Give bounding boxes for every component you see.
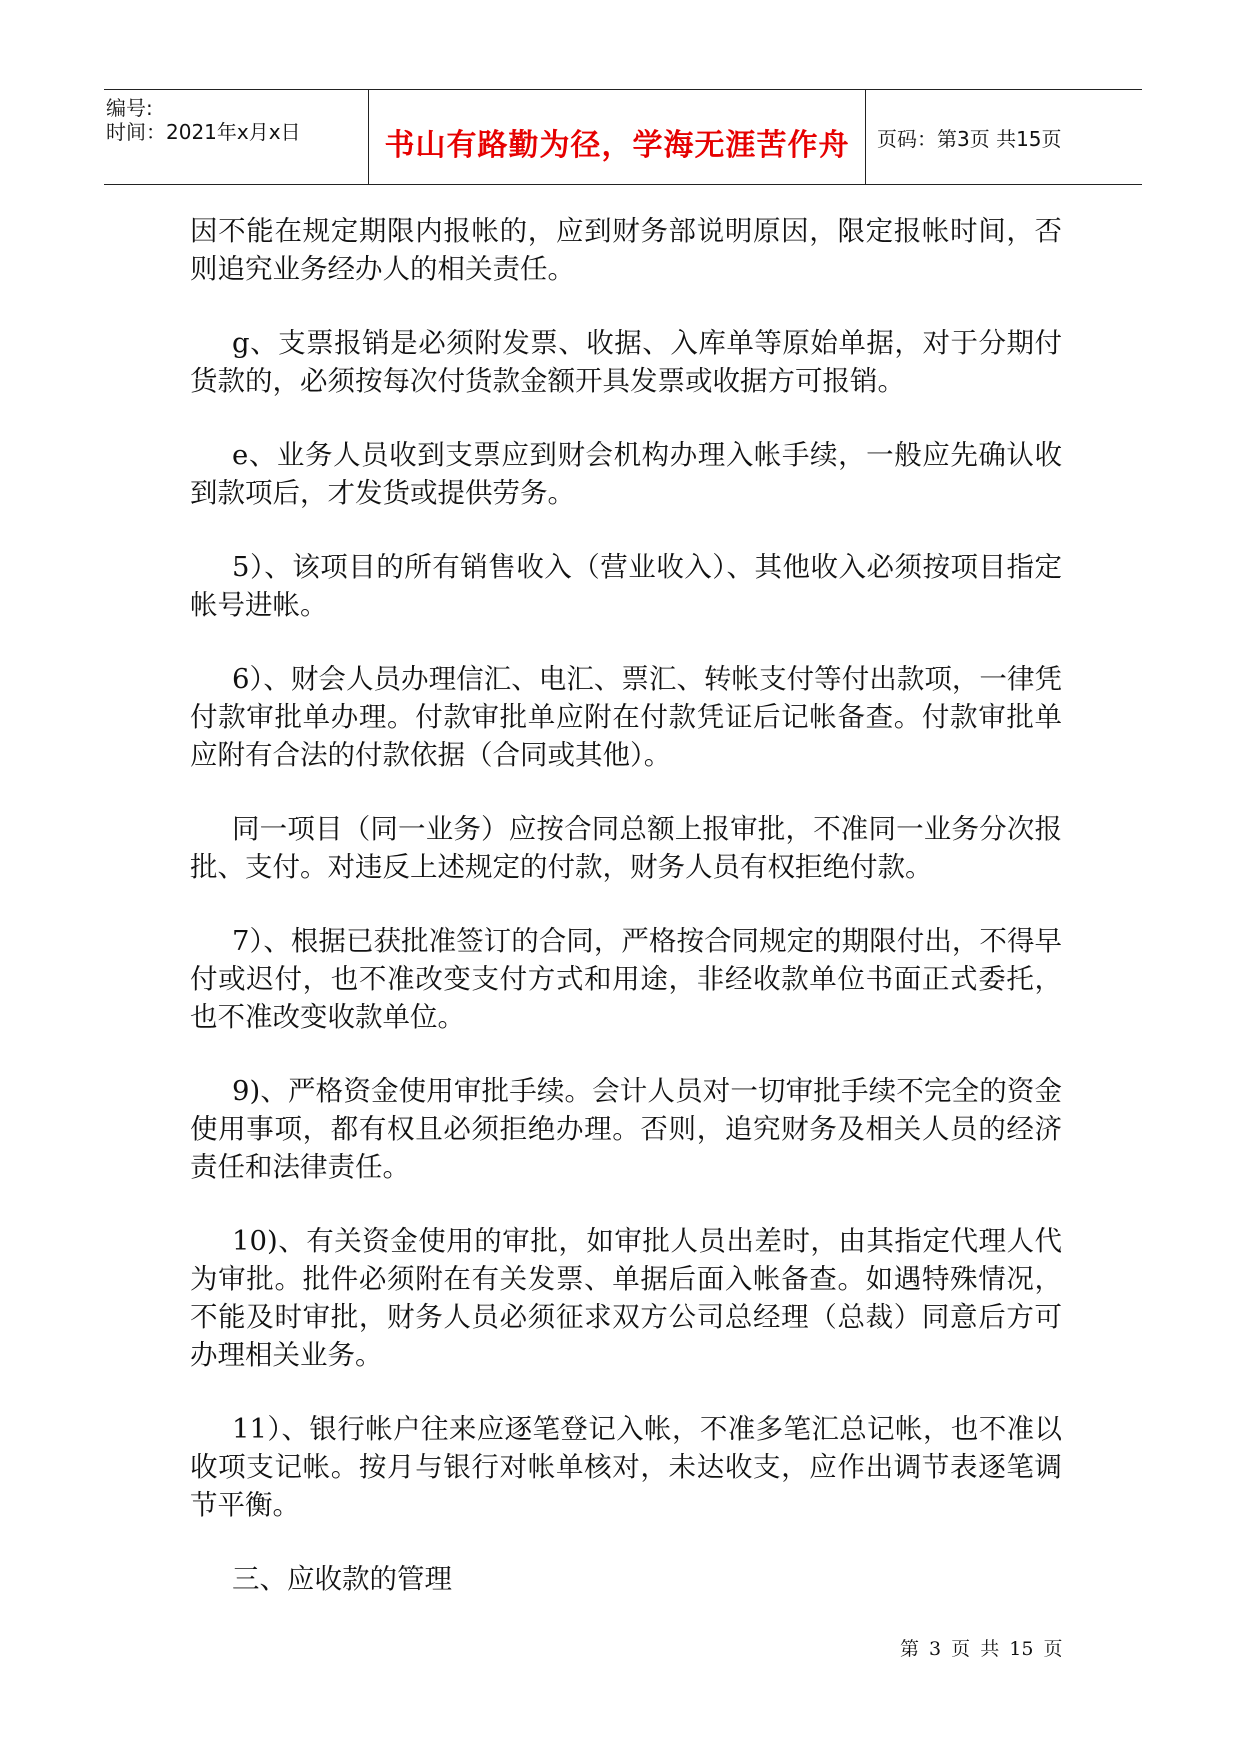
paragraph: g、支票报销是必须附发票、收据、入库单等原始单据，对于分期付货款的，必须按每次付货款金额开具发票或收据方可报销。 xyxy=(190,327,1062,397)
document-body xyxy=(190,212,1062,1634)
paragraph: 同一项目（同一业务）应按合同总额上报审批，不准同一业务分次报批、支付。对违反上述规定的付款，财务人员有权拒绝付款。 xyxy=(190,813,1062,883)
paragraph: 6）、财会人员办理信汇、电汇、票汇、转帐支付等付出款项，一律凭付款审批单办理。付款审批单应附在付款凭证后记帐备查。付款审批单应附有合法的付款依据（合同或其他）。 xyxy=(190,663,1062,771)
paragraph: 11）、银行帐户往来应逐笔登记入帐，不准多笔汇总记帐，也不准以收项支记帐。按月与银行对帐单核对，未达收支，应作出调节表逐笔调节平衡。 xyxy=(190,1413,1062,1521)
page-header xyxy=(104,89,1142,185)
section-heading: 三、应收款的管理 xyxy=(232,1563,452,1595)
header-page-info: 页码：第3页 共15页 xyxy=(877,127,1062,151)
header-motto: 书山有路勤为径，学海无涯苦作舟 xyxy=(384,128,850,163)
header-right-cell xyxy=(865,90,1142,184)
paragraph: 7）、根据已获批准签订的合同，严格按合同规定的期限付出，不得早付或迟付，也不准改变支付方式和用途，非经收款单位书面正式委托，也不准改变收款单位。 xyxy=(190,925,1062,1033)
paragraph: 因不能在规定期限内报帐的，应到财务部说明原因，限定报帐时间，否则追究业务经办人的相关责任。 xyxy=(190,215,1062,285)
header-motto-cell xyxy=(368,90,866,184)
paragraph: 9)、严格资金使用审批手续。会计人员对一切审批手续不完全的资金使用事项，都有权且必须拒绝办理。否则，追究财务及相关人员的经济责任和法律责任。 xyxy=(190,1075,1062,1183)
page-footer: 第 3 页 共 15 页 xyxy=(900,1638,1063,1660)
paragraph: 5）、该项目的所有销售收入（营业收入）、其他收入必须按项目指定帐号进帐。 xyxy=(190,551,1062,621)
header-left-cell xyxy=(104,90,368,184)
document-number-label: 编号: xyxy=(106,96,153,120)
document-time-label: 时间：2021年x月x日 xyxy=(106,120,301,144)
paragraph: e、业务人员收到支票应到财会机构办理入帐手续，一般应先确认收到款项后，才发货或提供劳务。 xyxy=(190,439,1062,509)
paragraph: 10)、有关资金使用的审批，如审批人员出差时，由其指定代理人代为审批。批件必须附在有关发票、单据后面入帐备查。如遇特殊情况，不能及时审批，财务人员必须征求双方公司总经理（总裁）同意后方可办理相关业务。 xyxy=(190,1225,1062,1371)
